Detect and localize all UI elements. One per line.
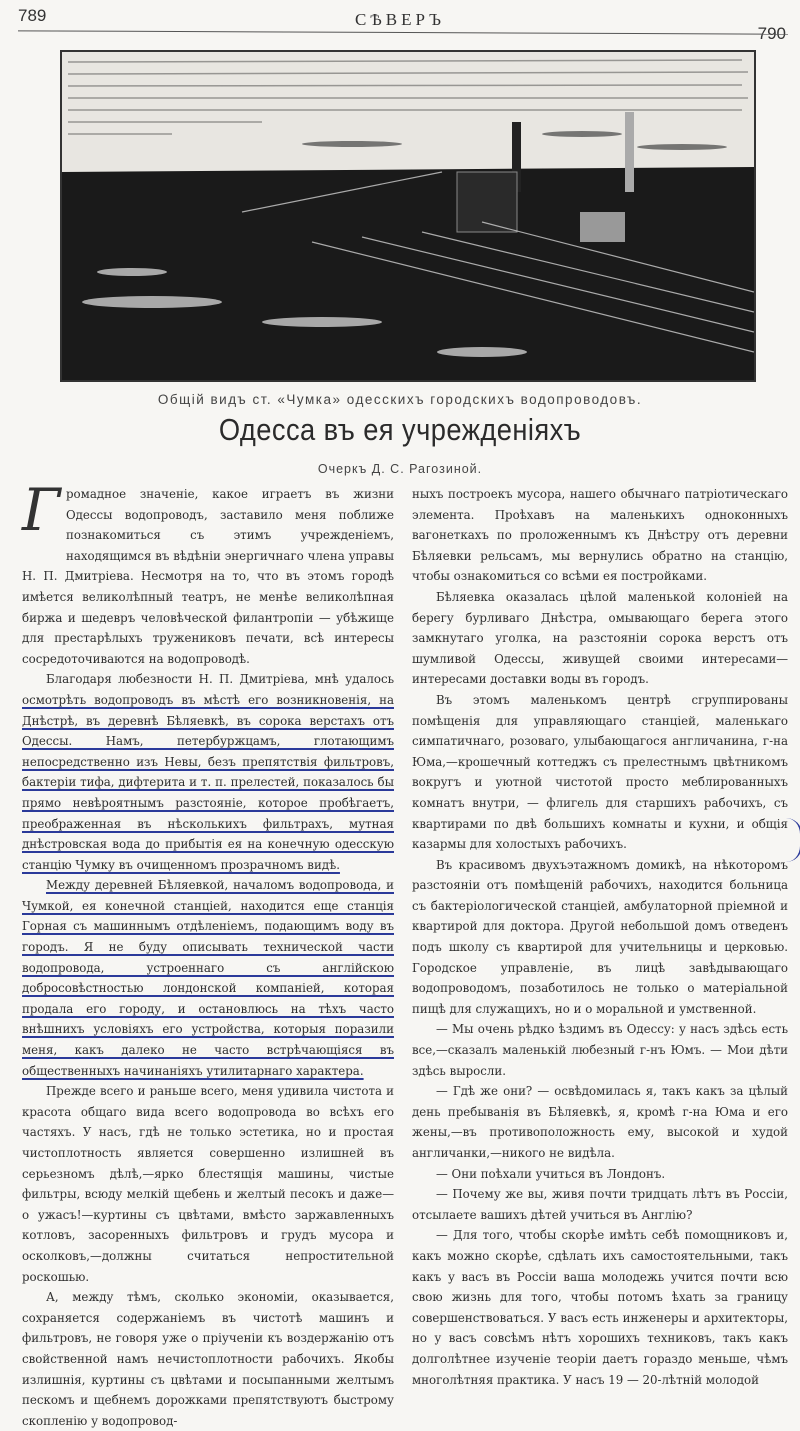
photo-ground [62,167,754,380]
paragraph-r5: — Мы очень рѣдко ѣздимъ въ Одессу: у насъ здѣсь есть все,—сказалъ маленькiй любезный г-нъ Юмъ. — Мои дѣти здѣсь выросли. [412,1022,788,1078]
photo-sky [62,52,754,172]
paragraph-r3: Въ этомъ маленькомъ центрѣ сгруппированы помѣщенiя для управляющаго станцiей, маленькаго симпатичнаго, розоваго, улыбающагося англичанина, г-на Юма,—крошечный коттеджъ съ прелестнымъ цвѣтникомъ вокругъ и уютной чистотой просто меблированныхъ комнатъ внутри, — флигель для старшихъ рабочихъ, съ квартирами по двѣ большихъ комнаты и кухни, и общiя казармы для холостыхъ рабочихъ. [412,692,788,852]
paragraph-3 [22,875,394,1081]
paragraph-r4: Въ красивомъ двухъэтажномъ домикѣ, на нѣкоторомъ разстоянiи отъ помѣщенiй рабочихъ, находится больница съ бактерiологической станцiей, амбулаторной прiемной и квартирой для доктора. Другой небольшой домъ отведенъ подъ школу съ квартирой для учительницы и церковью. Городское управленiе, въ лицѣ завѣдывающаго водопроводомъ, позаботилось не только о матерiальной пищѣ для служащихъ, но и о моральной и умственной. [412,857,788,1016]
drop-cap-ornament: Г [22,476,61,544]
article-title: Одесса въ ея учрежденiяхъ [218,412,582,447]
right-column [412,484,788,1390]
left-column [22,476,394,1431]
page-number-left: 789 [18,6,47,25]
page-number-right: 790 [757,24,786,43]
photo-illustration [62,52,754,380]
paragraph-4: Прежде всего и раньше всего, меня удивила чистота и красота общаго вида всего водопровода во всѣхъ его частяхъ. У насъ, гдѣ не только эстетика, но и простая чистоплотность является совершенно излишней въ серьезномъ дѣлѣ,—ярко блестящiя машины, чистые фильтры, всюду мелкiй щебень и желтый песокъ и даже—о ужасъ!—куртины съ цвѣтами, вмѣсто заржавленныхъ котловъ, засоренныхъ фильтровъ и грудъ мусора и осколковъ,—должны считаться непростительной роскошью. [22,1084,394,1284]
paragraph-2 [22,669,394,875]
photo-tower-right [625,112,634,192]
paragraph-r6: — Гдѣ же они? — освѣдомилась я, такъ какъ за цѣлый день пребыванiя въ Бѣляевкѣ, я, кромѣ г-на Юма и его жены,—въ противоположность ему, высокой и худой англичанки,—никого не видѣла. [412,1084,788,1160]
paragraph-r7: — Они поѣхали учиться въ Лондонъ. [436,1166,666,1181]
journal-title: СѢВЕРЪ [355,10,445,29]
paragraph-1 [22,476,394,669]
article-byline: Очеркъ Д. С. Рагозиной. [317,462,483,476]
paragraph-r9: — Для того, чтобы скорѣе имѣть себѣ помощниковъ и, какъ можно скорѣе, сдѣлать ихъ самостоятельными, такъ какъ у васъ въ Россiи ваша молодежь учится почти всю свою жизнь для того, чтобы потомъ ѣхать за границу совершенствоваться. У васъ есть инженеры и архитекторы, но у васъ совсѣмъ нѣтъ хорошихъ техниковъ, такъ какъ долголѣтнее изученiе теорiи даетъ гораздо меньше, чѣмъ многолѣтняя практика. У насъ 19 — 20-лѣтнiй молодой [412,1228,788,1387]
page-header [0,0,800,43]
photo-caption: Общiй видъ ст. «Чумка» одесскихъ городскихъ водопроводовъ. [157,392,643,407]
photo-chumka-station [60,50,756,382]
paragraph-3-underlined: Между деревней Бѣляевкой, началомъ водопровода, и Чумкой, ея конечной станцiей, находится еще станцiя Горная съ машиннымъ отдѣленiемъ, подающимъ воду въ городъ. Я не буду описывать технической части водопровода, устроеннаго съ англiйскою добросовѣстностью лондонской компанiей, которая продала его городу, и остановлюсь на тѣхъ часто внѣшнихъ условiяхъ его устройства, которыя поразили меня, какъ далеко не часто встрѣчающiяся въ общественныхъ начинанiяхъ утилитарнаго характера. [22,878,394,1078]
paragraph-1-text: ромадное значенiе, какое играетъ въ жизни Одессы водопроводъ, заставило меня поближе познакомиться съ этимъ учрежденiемъ, находящимся въ вѣдѣнiи энергичнаго члена управы Н. П. Дмитрiева. Несмотря на то, что въ этомъ городѣ имѣется великолѣпный театръ, не менѣе великолѣпная биржа и шедевръ человѣческой филантропiи — убѣжище для престарѣлыхъ тружениковъ печати, всѣ интересы сосредоточиваются на водопроводѣ. [22,487,394,666]
paragraph-r1: ныхъ построекъ мусора, нашего обычнаго патрiотическаго элемента. Проѣхавъ на маленькихъ одноконныхъ вагонеткахъ по проложеннымъ къ Днѣстру отъ деревни Бѣляевки рельсамъ, мы вернулись обратно на станцiю, чтобы ознакомиться со всѣми ея постройками. [412,487,788,584]
header-rule [18,30,788,34]
margin-bracket-annotation [786,818,800,862]
paragraph-r2: Бѣляевка оказалась цѣлой маленькой колонiей на берегу бурливаго Днѣстра, омывающаго берега этого замкнутаго уголка, на разстоянiи сорока верстъ отъ шумливой Одессы, живущей своими интересами—интересами доставки воды въ городъ. [412,589,788,687]
paragraph-2-underlined: осмотрѣть водопроводъ въ мѣстѣ его возникновенiя, на Днѣстрѣ, въ деревнѣ Бѣляевкѣ, въ сорока верстахъ отъ Одессы. Намъ, петербуржцамъ, глотающимъ непосредственно изъ Невы, безъ препятствiя фильтровъ, бактерiи тифа, дифтерита и т. п. прелестей, показалось бы прямо невѣроятнымъ разстоянiе, которое пробѣгаетъ, преображенная въ нѣсколькихъ фильтрахъ, мутная днѣстровская вода до прибытiя ея на конечную одесскую станцiю Чумку въ очищенномъ прозрачномъ видѣ. [22,692,394,872]
photo-house [580,212,625,242]
paragraph-r8: — Почему же вы, живя почти тридцать лѣтъ въ Россiи, отсылаете вашихъ дѣтей учиться въ Англiю? [412,1187,788,1222]
paragraph-2-lead: Благодаря любезности Н. П. Дмитрiева, мнѣ удалось [46,672,394,687]
paragraph-5: А, между тѣмъ, сколько экономiи, оказывается, сохраняется содержанiемъ въ чистотѣ машинъ и фильтровъ, не говоря уже о прiученiи къ воздержанiю отъ свойственной намъ нечистоплотности рабочихъ. Якобы излишнiя, куртины съ цвѣтами и посыпанными желтымъ пескомъ и щебнемъ дорожками препятствуютъ быстрому скопленiю у водопровод- [22,1290,394,1428]
